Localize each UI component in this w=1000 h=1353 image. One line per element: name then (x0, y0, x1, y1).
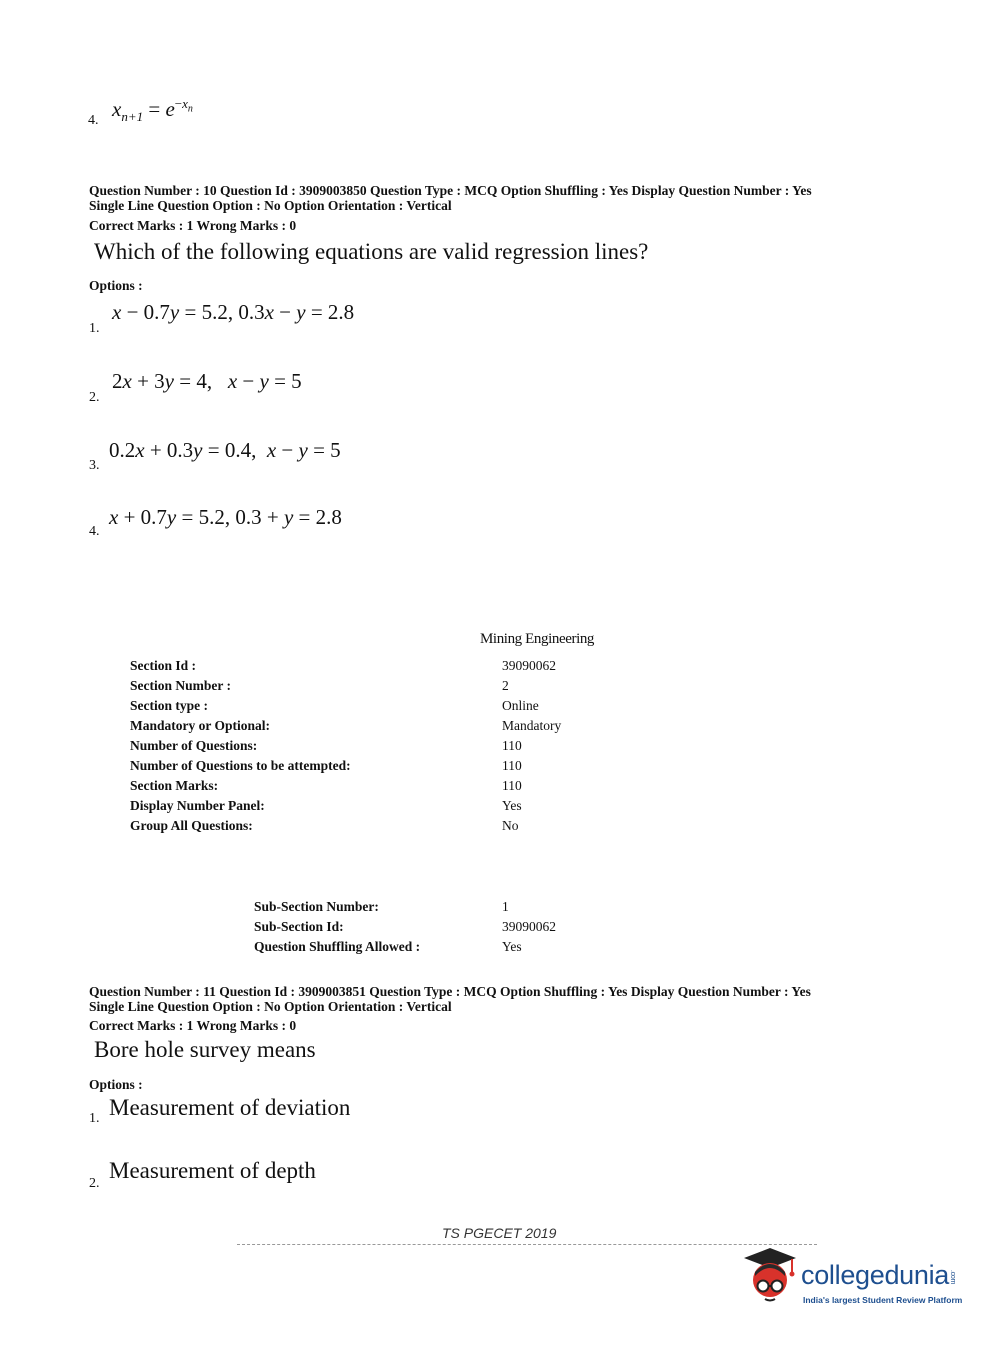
subsection-row-value: 39090062 (502, 919, 556, 934)
section-row-value: Yes (502, 798, 522, 813)
math-part: − 0.7 (121, 300, 170, 324)
section-row-label: Section Marks: (130, 778, 219, 793)
brand-suffix: .com (949, 1269, 957, 1284)
math-part: + 3 (131, 369, 165, 393)
subsection-row-label: Question Shuffling Allowed : (254, 939, 421, 954)
section-row-value: 110 (502, 778, 522, 793)
q10-option-2-text[interactable] (112, 369, 302, 394)
math-part: + 0.7 (118, 505, 167, 529)
math-part: = 5.2, 0.3 (179, 300, 265, 324)
section-row-label: Section Id : (130, 658, 197, 673)
q10-question: Which of the following equations are valid regression lines? (94, 239, 649, 264)
brand-text: collegedunia (801, 1260, 950, 1290)
collegedunia-brand-name (801, 1260, 956, 1291)
q10-meta-line2: Single Line Question Option : No Option Orientation : Vertical (89, 198, 452, 213)
q11-option-2-text[interactable]: Measurement of depth (109, 1158, 316, 1183)
q11-question: Bore hole survey means (94, 1037, 316, 1062)
section-row-value: Online (502, 698, 539, 713)
subsection-row-label: Sub-Section Number: (254, 899, 379, 914)
math-part: = 2.8 (305, 300, 355, 324)
math-part: = 5 (268, 369, 302, 393)
math-part: y (164, 369, 174, 393)
prev-option-number: 4. (88, 113, 99, 128)
math-part: − (237, 369, 260, 393)
section-row-value: 2 (502, 678, 509, 693)
footer-exam-name: TS PGECET 2019 (442, 1225, 557, 1241)
section-row-value: 39090062 (502, 658, 556, 673)
section-row-label: Display Number Panel: (130, 798, 265, 813)
q11-meta-line1: Question Number : 11 Question Id : 3909003851 Question Type : MCQ Option Shuffling : Yes Display Question Number : Yes (89, 984, 811, 999)
q10-option-2-number: 2. (89, 390, 100, 405)
q11-option-2-number: 2. (89, 1176, 100, 1191)
q11-options-label: Options : (89, 1077, 143, 1092)
formula-exp-sign: − (174, 96, 183, 111)
section-row-label: Section Number : (130, 678, 231, 693)
collegedunia-logo-icon (740, 1246, 800, 1306)
math-part: y (283, 505, 294, 529)
math-part: x (266, 438, 277, 462)
math-part: y (169, 300, 180, 324)
q11-marks: Correct Marks : 1 Wrong Marks : 0 (89, 1018, 297, 1033)
math-part: x (135, 438, 145, 462)
section-row-value: No (502, 818, 519, 833)
q10-option-4-number: 4. (89, 524, 100, 539)
collegedunia-tagline: India's largest Student Review Platform (803, 1295, 963, 1305)
section-row-value: Mandatory (502, 718, 562, 733)
subsection-row-value: 1 (502, 899, 509, 914)
math-part: x (227, 369, 238, 393)
q11-option-1-number: 1. (89, 1111, 100, 1126)
q10-options-label: Options : (89, 278, 143, 293)
q10-option-3-number: 3. (89, 458, 100, 473)
math-part: 2 (112, 369, 123, 393)
q10-option-1-number: 1. (89, 321, 100, 336)
subsection-row-value: Yes (502, 939, 522, 954)
footer-divider (237, 1244, 817, 1245)
math-part: x (264, 300, 274, 324)
math-part: = 5 (307, 438, 341, 462)
math-part: y (296, 300, 306, 324)
math-part: = 2.8 (293, 505, 342, 529)
section-row-label: Mandatory or Optional: (130, 718, 271, 733)
math-part: = 0.4, (202, 438, 267, 462)
formula-base: e (165, 97, 175, 121)
math-part: + 0.3 (144, 438, 194, 462)
q10-option-4-text[interactable] (109, 505, 342, 530)
math-part: y (166, 505, 177, 529)
math-part: y (298, 438, 308, 462)
q11-option-1-text[interactable]: Measurement of deviation (109, 1095, 351, 1120)
q10-meta-line1: Question Number : 10 Question Id : 3909003850 Question Type : MCQ Option Shuffling : Yes Display Question Number : Yes (89, 183, 812, 198)
section-row-label: Number of Questions: (130, 738, 258, 753)
q10-option-3-text[interactable] (109, 438, 341, 463)
math-part: x (122, 369, 132, 393)
formula-eq: = (148, 97, 161, 121)
formula-exp-var: x (182, 96, 188, 111)
math-part: = 5.2, 0.3 + (176, 505, 284, 529)
section-row-value: 110 (502, 738, 522, 753)
math-part: − (276, 438, 299, 462)
math-part: = 4, (174, 369, 228, 393)
math-part: x (109, 505, 119, 529)
section-title: Mining Engineering (480, 631, 595, 647)
math-part: x (112, 300, 122, 324)
section-row-label: Group All Questions: (130, 818, 253, 833)
math-part: y (259, 369, 269, 393)
q11-meta-line2: Single Line Question Option : No Option Orientation : Vertical (89, 999, 452, 1014)
math-part: y (193, 438, 203, 462)
formula-sub: n+1 (121, 109, 144, 125)
q10-option-1-text[interactable] (112, 300, 354, 325)
prev-option-formula (112, 96, 193, 125)
q10-marks: Correct Marks : 1 Wrong Marks : 0 (89, 218, 297, 233)
formula-var: x (112, 97, 122, 121)
section-row-label: Section type : (130, 698, 208, 713)
math-part: − (273, 300, 297, 324)
section-row-value: 110 (502, 758, 522, 773)
formula-exp-sub: n (187, 103, 193, 115)
subsection-row-label: Sub-Section Id: (254, 919, 344, 934)
math-part: 0.2 (109, 438, 136, 462)
section-row-label: Number of Questions to be attempted: (130, 758, 351, 773)
